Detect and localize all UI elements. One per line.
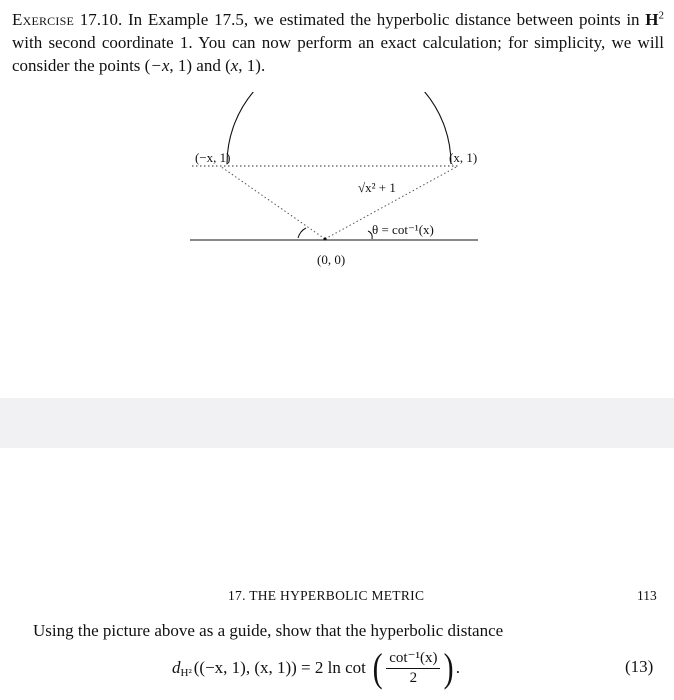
equation-trailing: . (455, 658, 461, 677)
hyperbolic-space-exponent: 2 (658, 9, 665, 22)
geodesic-arc (227, 92, 451, 164)
fraction-numerator: cot⁻¹(x) (386, 649, 440, 669)
exercise-text-2: with second coordinate 1. You can now perform an exact calculation; for simplicity, we will consider the points ( (12, 33, 664, 75)
distance-subscript: H² (180, 667, 192, 679)
exercise-text-1: In Example 17.5, we estimated the hyperbolic distance between points in (128, 10, 646, 29)
origin-point (323, 237, 326, 240)
angle-label: θ = cot⁻¹(x) (372, 222, 434, 237)
exercise-paragraph (12, 8, 664, 77)
geodesic-figure (180, 92, 480, 272)
equation-lhs: ((−x, 1), (x, 1)) = 2 ln cot (193, 658, 366, 677)
exercise-text-3: , 1) and ( (169, 56, 231, 75)
exercise-text-4: , 1). (238, 56, 266, 75)
right-point-label: (x, 1) (449, 150, 478, 165)
angle-arc-left (298, 228, 306, 238)
equation-number: (13) (625, 657, 654, 676)
exercise-number: 17.10. (79, 10, 123, 29)
distance-symbol: d (172, 658, 181, 677)
running-header-title: 17. THE HYPERBOLIC METRIC (228, 588, 425, 603)
origin-label: (0, 0) (317, 252, 346, 267)
fraction (386, 649, 440, 687)
right-paren: ) (444, 645, 455, 690)
page-break-band (0, 398, 674, 448)
page-number: 113 (637, 588, 657, 603)
point-neg-x: −x (150, 56, 170, 75)
hyperbolic-space-symbol: H (645, 10, 659, 29)
left-paren: ( (372, 645, 383, 690)
left-point-label: (−x, 1) (195, 150, 231, 165)
fraction-denominator: 2 (409, 670, 418, 686)
problem-prompt: Using the picture above as a guide, show that the hyperbolic distance (33, 621, 504, 640)
exercise-label: Exercise (12, 10, 74, 29)
radius-left (220, 166, 325, 239)
point-x: x (230, 56, 239, 75)
hypotenuse-label: √x² + 1 (358, 180, 396, 195)
equation-13 (172, 646, 460, 690)
